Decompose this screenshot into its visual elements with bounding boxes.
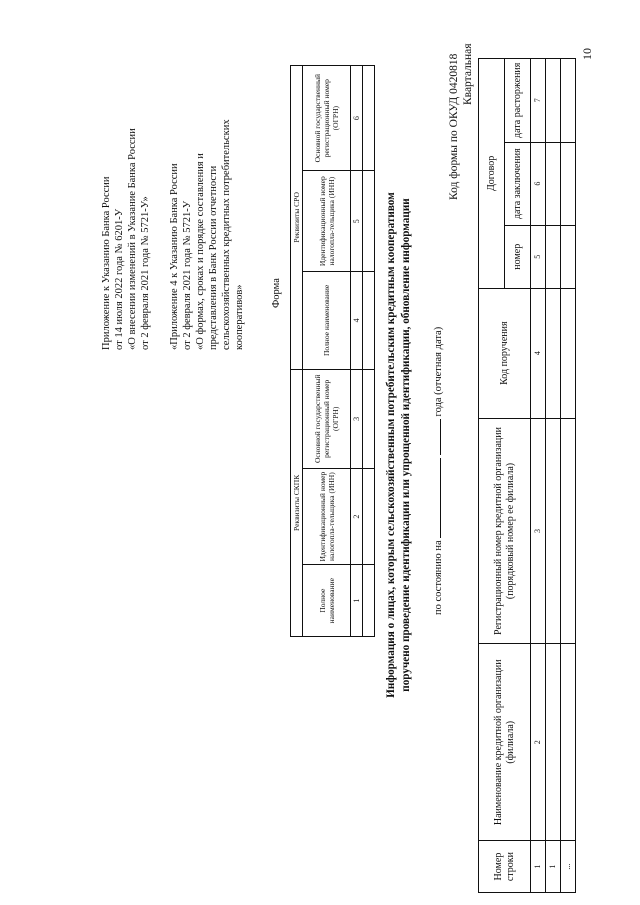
table-cell xyxy=(561,59,576,143)
group-header-sro: Реквизиты СРО xyxy=(291,66,303,370)
col-credit-org-name: Наименование кредитной организации (филиала) xyxy=(479,644,531,841)
table-cell xyxy=(363,369,375,468)
table-cell xyxy=(363,565,375,637)
page-number: 10 xyxy=(580,48,594,60)
col-contract-number: номер xyxy=(505,225,531,288)
form-title xyxy=(384,25,414,865)
table-cell xyxy=(561,418,576,644)
col-number: 5 xyxy=(351,171,363,272)
table-cell xyxy=(546,142,561,225)
row-number: 1 xyxy=(546,841,561,893)
okud-code: Код формы по ОКУД 0420818 xyxy=(448,53,460,200)
appendix1-line3: «О внесении изменений в Указание Банка России xyxy=(127,128,138,350)
table-cell xyxy=(546,288,561,418)
periodicity: Квартальная xyxy=(462,43,474,105)
appendix2-line3: «О формах, сроках и порядке составления и xyxy=(195,153,206,350)
col-number: 6 xyxy=(351,66,363,171)
table-row xyxy=(546,59,561,893)
appendix2-line2: от 2 февраля 2021 года № 5721-У xyxy=(182,200,193,350)
col-number: 1 xyxy=(531,841,546,893)
col-date-terminated: дата расторжения xyxy=(505,59,531,143)
table-row xyxy=(561,59,576,893)
col-skpk-name: Полное наименование xyxy=(303,565,351,637)
title-line-2: поручено проведение идентификации или упрощенной идентификации, обновление информации xyxy=(400,198,412,692)
table-cell xyxy=(561,225,576,288)
as-of-prefix: по состоянию на xyxy=(433,540,444,615)
appendix-header-2 xyxy=(168,119,246,350)
appendix2-line5: сельскохозяйственных кредитных потребительских xyxy=(221,119,232,350)
group-header-contract: Договор xyxy=(479,59,505,289)
row-number: ... xyxy=(561,841,576,893)
table-cell xyxy=(561,142,576,225)
table-cell xyxy=(546,418,561,644)
appendix2-line1: «Приложение 4 к Указанию Банка России xyxy=(169,163,180,350)
col-sro-name: Полное наименование xyxy=(303,272,351,370)
col-sro-ogrn: Основной государственный регистрационный номер (ОГРН) xyxy=(303,66,351,171)
main-table xyxy=(478,58,576,893)
col-number: 2 xyxy=(531,644,546,841)
col-row-number: Номер строки xyxy=(479,841,531,893)
col-number: 4 xyxy=(531,288,546,418)
col-number: 5 xyxy=(531,225,546,288)
col-number: 6 xyxy=(531,142,546,225)
table-cell xyxy=(561,288,576,418)
table-cell xyxy=(363,272,375,370)
table-cell xyxy=(363,171,375,272)
appendix1-line2: от 14 июля 2022 года № 6201-У xyxy=(114,208,125,350)
appendix2-line4: представления в Банк России отчетности xyxy=(208,165,219,350)
col-order-code: Код поручения xyxy=(479,288,531,418)
col-number: 3 xyxy=(531,418,546,644)
as-of-date xyxy=(430,327,445,615)
col-number: 4 xyxy=(351,272,363,370)
appendix1-line1: Приложение к Указанию Банка России xyxy=(101,176,112,350)
year-blank xyxy=(430,419,441,455)
title-line-1: Информация о лицах, которым сельскохозяйственным потребительским кредитным кооперативом xyxy=(385,192,397,698)
col-skpk-ogrn: Основной государственный регистрационный номер (ОГРН) xyxy=(303,369,351,468)
table-cell xyxy=(363,468,375,564)
col-skpk-inn: Идентификационный номер налогопла-тельщика (ИНН) xyxy=(303,468,351,564)
col-reg-number: Регистрационный номер кредитной организации (порядковый номер ее филиала) xyxy=(479,418,531,644)
appendix2-line6: кооперативов» xyxy=(234,284,245,350)
col-number: 2 xyxy=(351,468,363,564)
date-blank xyxy=(430,458,441,538)
appendix1-line4: от 2 февраля 2021 года № 5721-У» xyxy=(140,196,151,350)
col-number: 3 xyxy=(351,369,363,468)
col-date-concluded: дата заключения xyxy=(505,142,531,225)
appendix-header-1 xyxy=(100,128,152,350)
group-header-skpk: Реквизиты СКПК xyxy=(291,369,303,636)
table-cell xyxy=(546,644,561,841)
table-cell xyxy=(546,225,561,288)
requisites-table xyxy=(290,65,375,637)
table-cell xyxy=(561,644,576,841)
table-cell xyxy=(546,59,561,143)
as-of-year: года (отчетная дата) xyxy=(433,326,444,417)
table-cell xyxy=(363,66,375,171)
col-number: 7 xyxy=(531,59,546,143)
col-number: 1 xyxy=(351,565,363,637)
col-sro-inn: Идентификационный номер налогопла-тельщика (ИНН) xyxy=(303,171,351,272)
form-label: Форма xyxy=(271,278,282,308)
